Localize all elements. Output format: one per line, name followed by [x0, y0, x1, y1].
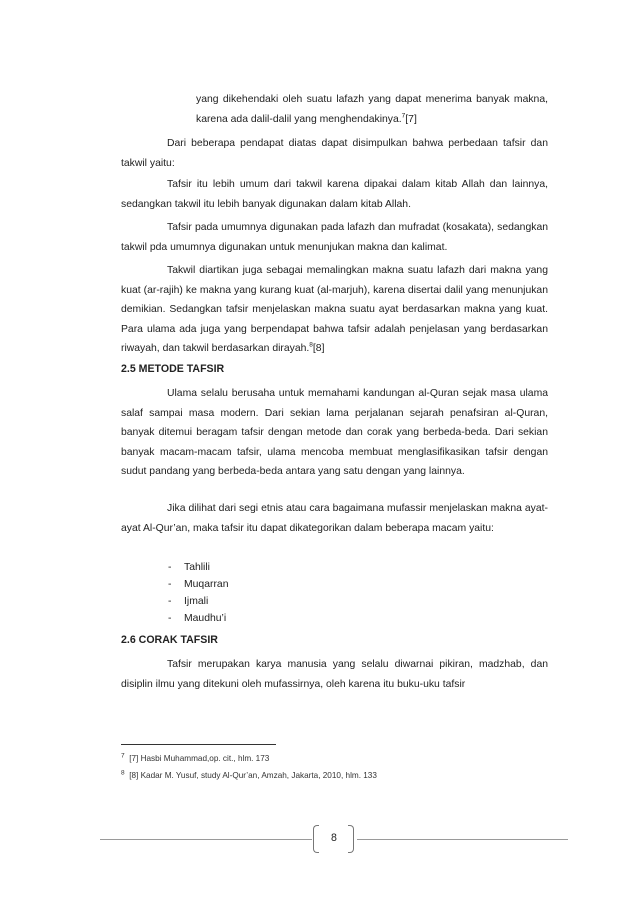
list-item: - Muqarran — [168, 579, 229, 590]
footnote-mark-8: 8 — [309, 341, 313, 349]
paragraph-metode-1: Ulama selalu berusaha untuk memahami kandungan al-Quran sejak masa ulama salaf sampai masa modern. Dari sekian lama perjalanan sejarah penafsiran al-Quran, banyak ditemui beragam tafsir dengan metode dan corak yang berbeda-beda. Dari sekian banyak macam-macam tafsir, ulama mencoba membuat menglasifikasikan tafsir dengan sudut pandang yang berbeda-beda antara yang satu dengan yang lainnya. — [121, 388, 548, 477]
page-number-bracket-left — [313, 825, 319, 853]
list-item: - Ijmali — [168, 596, 209, 607]
footer-rule-right — [357, 839, 568, 840]
footnote-8: $^8$ [8] Kadar M. Yusuf, study Al-Qur’an, Amzah, Jakarta, 2010, hlm. 133 — [121, 769, 377, 780]
footer-rule-left — [100, 839, 312, 840]
page-number: 8 — [331, 832, 337, 844]
footnote-7: $^7$ [7] Hasbi Muhammad,op. cit., hlm. 173 — [121, 752, 270, 763]
quote-ref: [7] — [405, 113, 417, 125]
paragraph-lafazh: Tafsir pada umumnya digunakan pada lafazh dan mufradat (kosakata), sedangkan takwil pda umumnya digunakan untuk menunjukan makna dan kalimat. — [121, 222, 548, 253]
footnote-mark-7: 7 — [401, 112, 406, 120]
heading-corak-tafsir: 2.6 CORAK TAFSIR — [121, 634, 218, 646]
list-item: - Maudhu’i — [168, 613, 227, 624]
list-item: - Tahlili — [168, 562, 210, 573]
paragraph-metode-2: Jika dilihat dari segi etnis atau cara bagaimana mufassir menjelaskan makna ayat-ayat Al-Qur’an, maka tafsir itu dapat dikategorikan dalam beberapa macam yaitu: — [121, 503, 548, 534]
paragraph-ref: [8] — [312, 343, 325, 354]
footnote-separator — [121, 744, 276, 745]
page-number-bracket-right — [348, 825, 354, 853]
quote-paragraph: yang dikehendaki oleh suatu lafazh yang dapat menerima banyak makna, karena ada dalil-dalil yang menghendakinya.$^7$[7] — [196, 94, 548, 125]
heading-metode-tafsir: 2.5 METODE TAFSIR — [121, 363, 225, 375]
paragraph-tafsir-umum: Tafsir itu lebih umum dari takwil karena dipakai dalam kitab Allah dan lainnya, sedangkan takwil itu lebih banyak digunakan dalam kitab Allah. — [121, 179, 548, 210]
paragraph-corak-1: Tafsir merupakan karya manusia yang selalu diwarnai pikiran, madzhab, dan disiplin ilmu yang ditekuni oleh mufassirnya, oleh karena itu buku-uku tafsir — [121, 659, 548, 690]
tafsir-method-list — [168, 559, 228, 627]
paragraph-takwil: Takwil diartikan juga sebagai memalingkan makna suatu lafazh dari makna yang kuat (ar-rajih) ke makna yang kurang kuat (al-marjuh), karena disertai dalil yang menunjukan demikian. Sedangkan tafsir menjelaskan makna suatu ayat berdasarkan makna yang kuat. Para ulama ada juga yang berpendapat bahwa tafsir adalah penjelasan yang berdasarkan riwayah, dan takwil berdasarkan dirayah.$^8$[8] — [121, 265, 548, 354]
paragraph-conclusion: Dari beberapa pendapat diatas dapat disimpulkan bahwa perbedaan tafsir dan takwil yaitu: — [121, 138, 548, 169]
